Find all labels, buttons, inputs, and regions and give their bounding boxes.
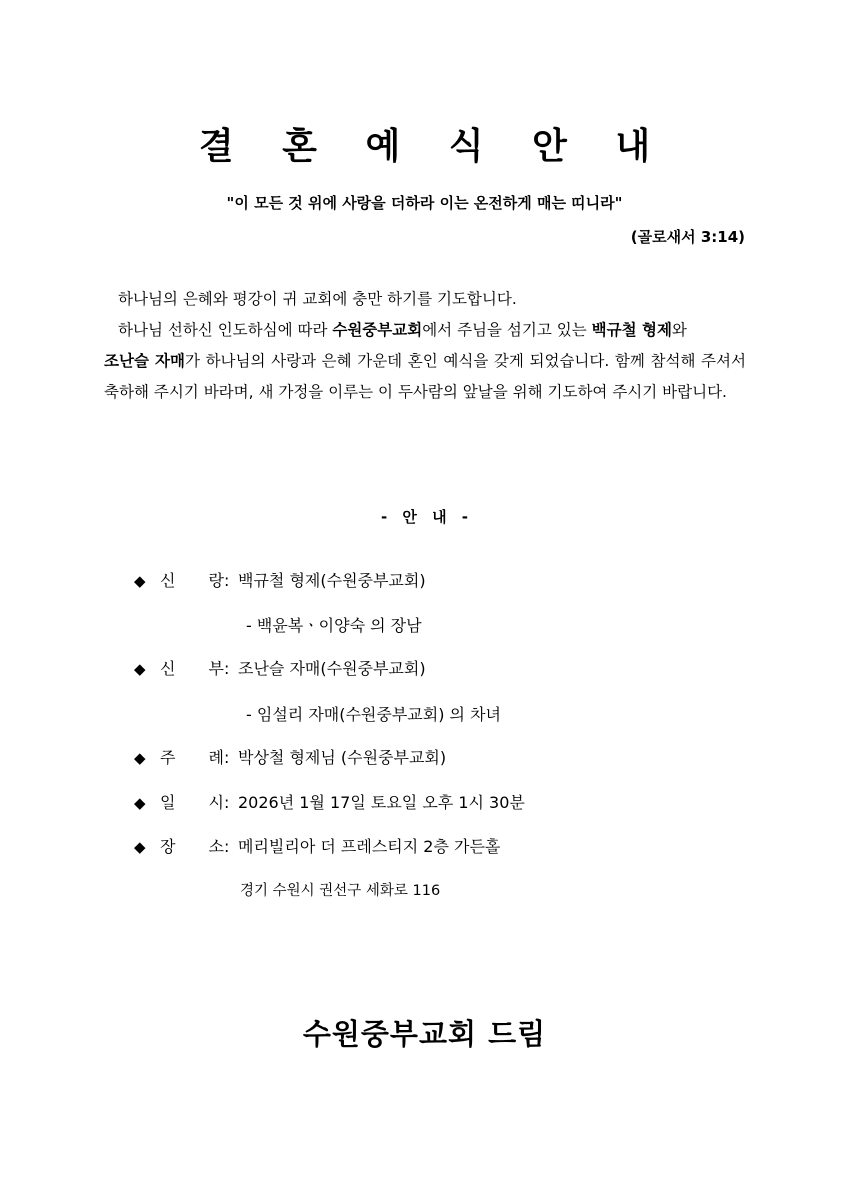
venue-row [134,834,500,857]
greeting-paragraph: 하나님의 은혜와 평강이 귀 교회에 충만 하기를 기도합니다. [118,290,517,308]
groom-row [134,568,426,591]
bride-name: 조난슬 자매 [104,352,185,370]
colon: : [224,837,230,856]
officiant-value: 박상철 형제님 (수원중부교회) [238,748,447,767]
bride-value: 조난슬 자매(수원중부교회) [238,659,426,678]
datetime-value: 2026년 1월 17일 토요일 오후 1시 30분 [238,793,525,812]
diamond-bullet-icon: ◆ [134,838,146,856]
bride-label: 신 부 [160,659,224,678]
bride-row [134,656,426,679]
church-name: 수원중부교회 [332,321,423,339]
scripture-reference: (골로새서 3:14) [630,228,745,246]
announcement-text-4: 가 하나님의 사랑과 은혜 가운데 혼인 예식을 갖게 되었습니다. 함께 참석해 주셔서 축하해 주시기 바라며, 새 가정을 이루는 이 두사람의 앞날을 위해 기도하여 주시기 바랍니다. [104,352,746,401]
scripture-verse: "이 모든 것 위에 사랑을 더하라 이는 온전하게 매는 띠니라" [226,194,623,212]
invitation-body [104,284,746,408]
announcement-text-1: 하나님 선하신 인도하심에 따라 [118,321,333,339]
diamond-bullet-icon: ◆ [134,749,146,767]
closing-signature: 수원중부교회 드림 [302,1017,547,1051]
diamond-bullet-icon: ◆ [134,572,146,590]
officiant-row [134,745,446,768]
section-heading: - 안 내 - [380,508,469,526]
colon: : [224,659,230,678]
diamond-bullet-icon: ◆ [134,660,146,678]
venue-label: 장 소 [160,837,224,856]
groom-label: 신 랑 [160,571,224,590]
officiant-label: 주 례 [160,748,224,767]
groom-value: 백규철 형제(수원중부교회) [238,571,426,590]
venue-address: 경기 수원시 권선구 세화로 116 [240,883,441,899]
diamond-bullet-icon: ◆ [134,794,146,812]
groom-parents: - 백윤복ㆍ이양숙 의 장남 [246,616,422,635]
announcement-paragraph [104,315,746,408]
announcement-text-3: 와 [671,321,687,339]
page-title: 결 혼 예 식 안 내 [198,126,669,167]
datetime-row [134,790,525,813]
venue-value: 메리빌리아 더 프레스티지 2층 가든홀 [238,837,501,856]
colon: : [224,748,230,767]
bride-parents: - 임설리 자매(수원중부교회) 의 차녀 [246,705,501,724]
colon: : [224,793,230,812]
colon: : [224,571,230,590]
announcement-text-2: 에서 주님을 섬기고 있는 [422,321,592,339]
groom-name: 백규철 형제 [591,321,672,339]
datetime-label: 일 시 [160,793,224,812]
